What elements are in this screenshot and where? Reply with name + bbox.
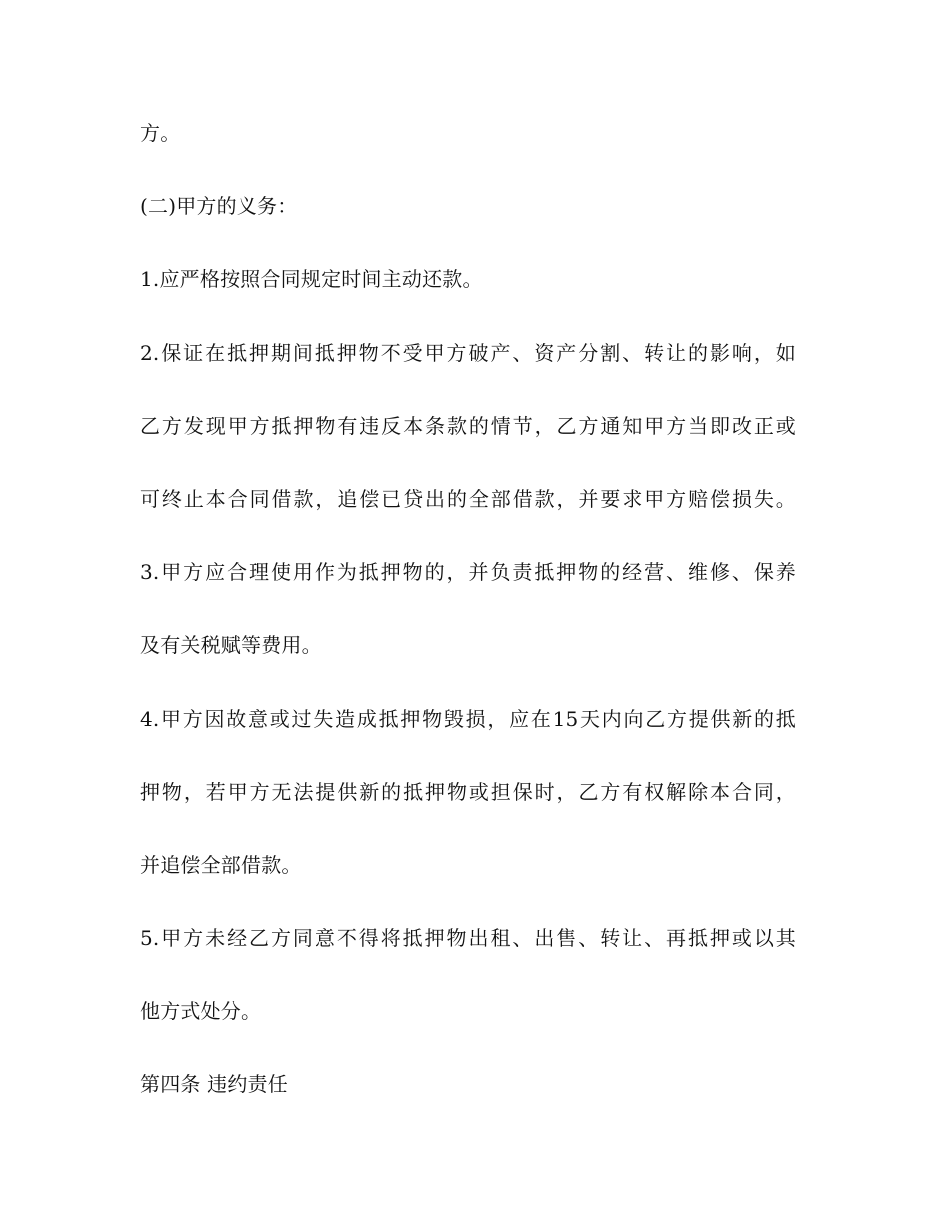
text-line: 3.甲方应合理使用作为抵押物的，并负责抵押物的经营、维修、保养 <box>140 560 796 585</box>
text-line: 5.甲方未经乙方同意不得将抵押物出租、出售、转让、再抵押或以其 <box>140 926 796 951</box>
text-line: 并追偿全部借款。 <box>140 852 302 877</box>
text-line: 押物，若甲方无法提供新的抵押物或担保时，乙方有权解除本合同， <box>140 779 796 804</box>
contract-text <box>140 123 820 1148</box>
text-line: 乙方发现甲方抵押物有违反本条款的情节，乙方通知甲方当即改正或 <box>140 413 796 438</box>
text-line: 可终止本合同借款，追偿已贷出的全部借款，并要求甲方赔偿损失。 <box>140 486 796 511</box>
text-line: 及有关税赋等费用。 <box>140 633 322 658</box>
text-line: 他方式处分。 <box>140 999 262 1024</box>
article-heading-breach-liability: 第四条 违约责任 <box>140 1072 288 1097</box>
text-line: 1.应严格按照合同规定时间主动还款。 <box>140 267 483 292</box>
text-line: 2.保证在抵押期间抵押物不受甲方破产、资产分割、转让的影响，如 <box>140 340 796 365</box>
text-line: 方。 <box>140 121 181 145</box>
text-line: 4.甲方因故意或过失造成抵押物毁损，应在15天内向乙方提供新的抵 <box>140 706 796 731</box>
section-heading-party-a-obligations: (二)甲方的义务： <box>140 194 298 219</box>
